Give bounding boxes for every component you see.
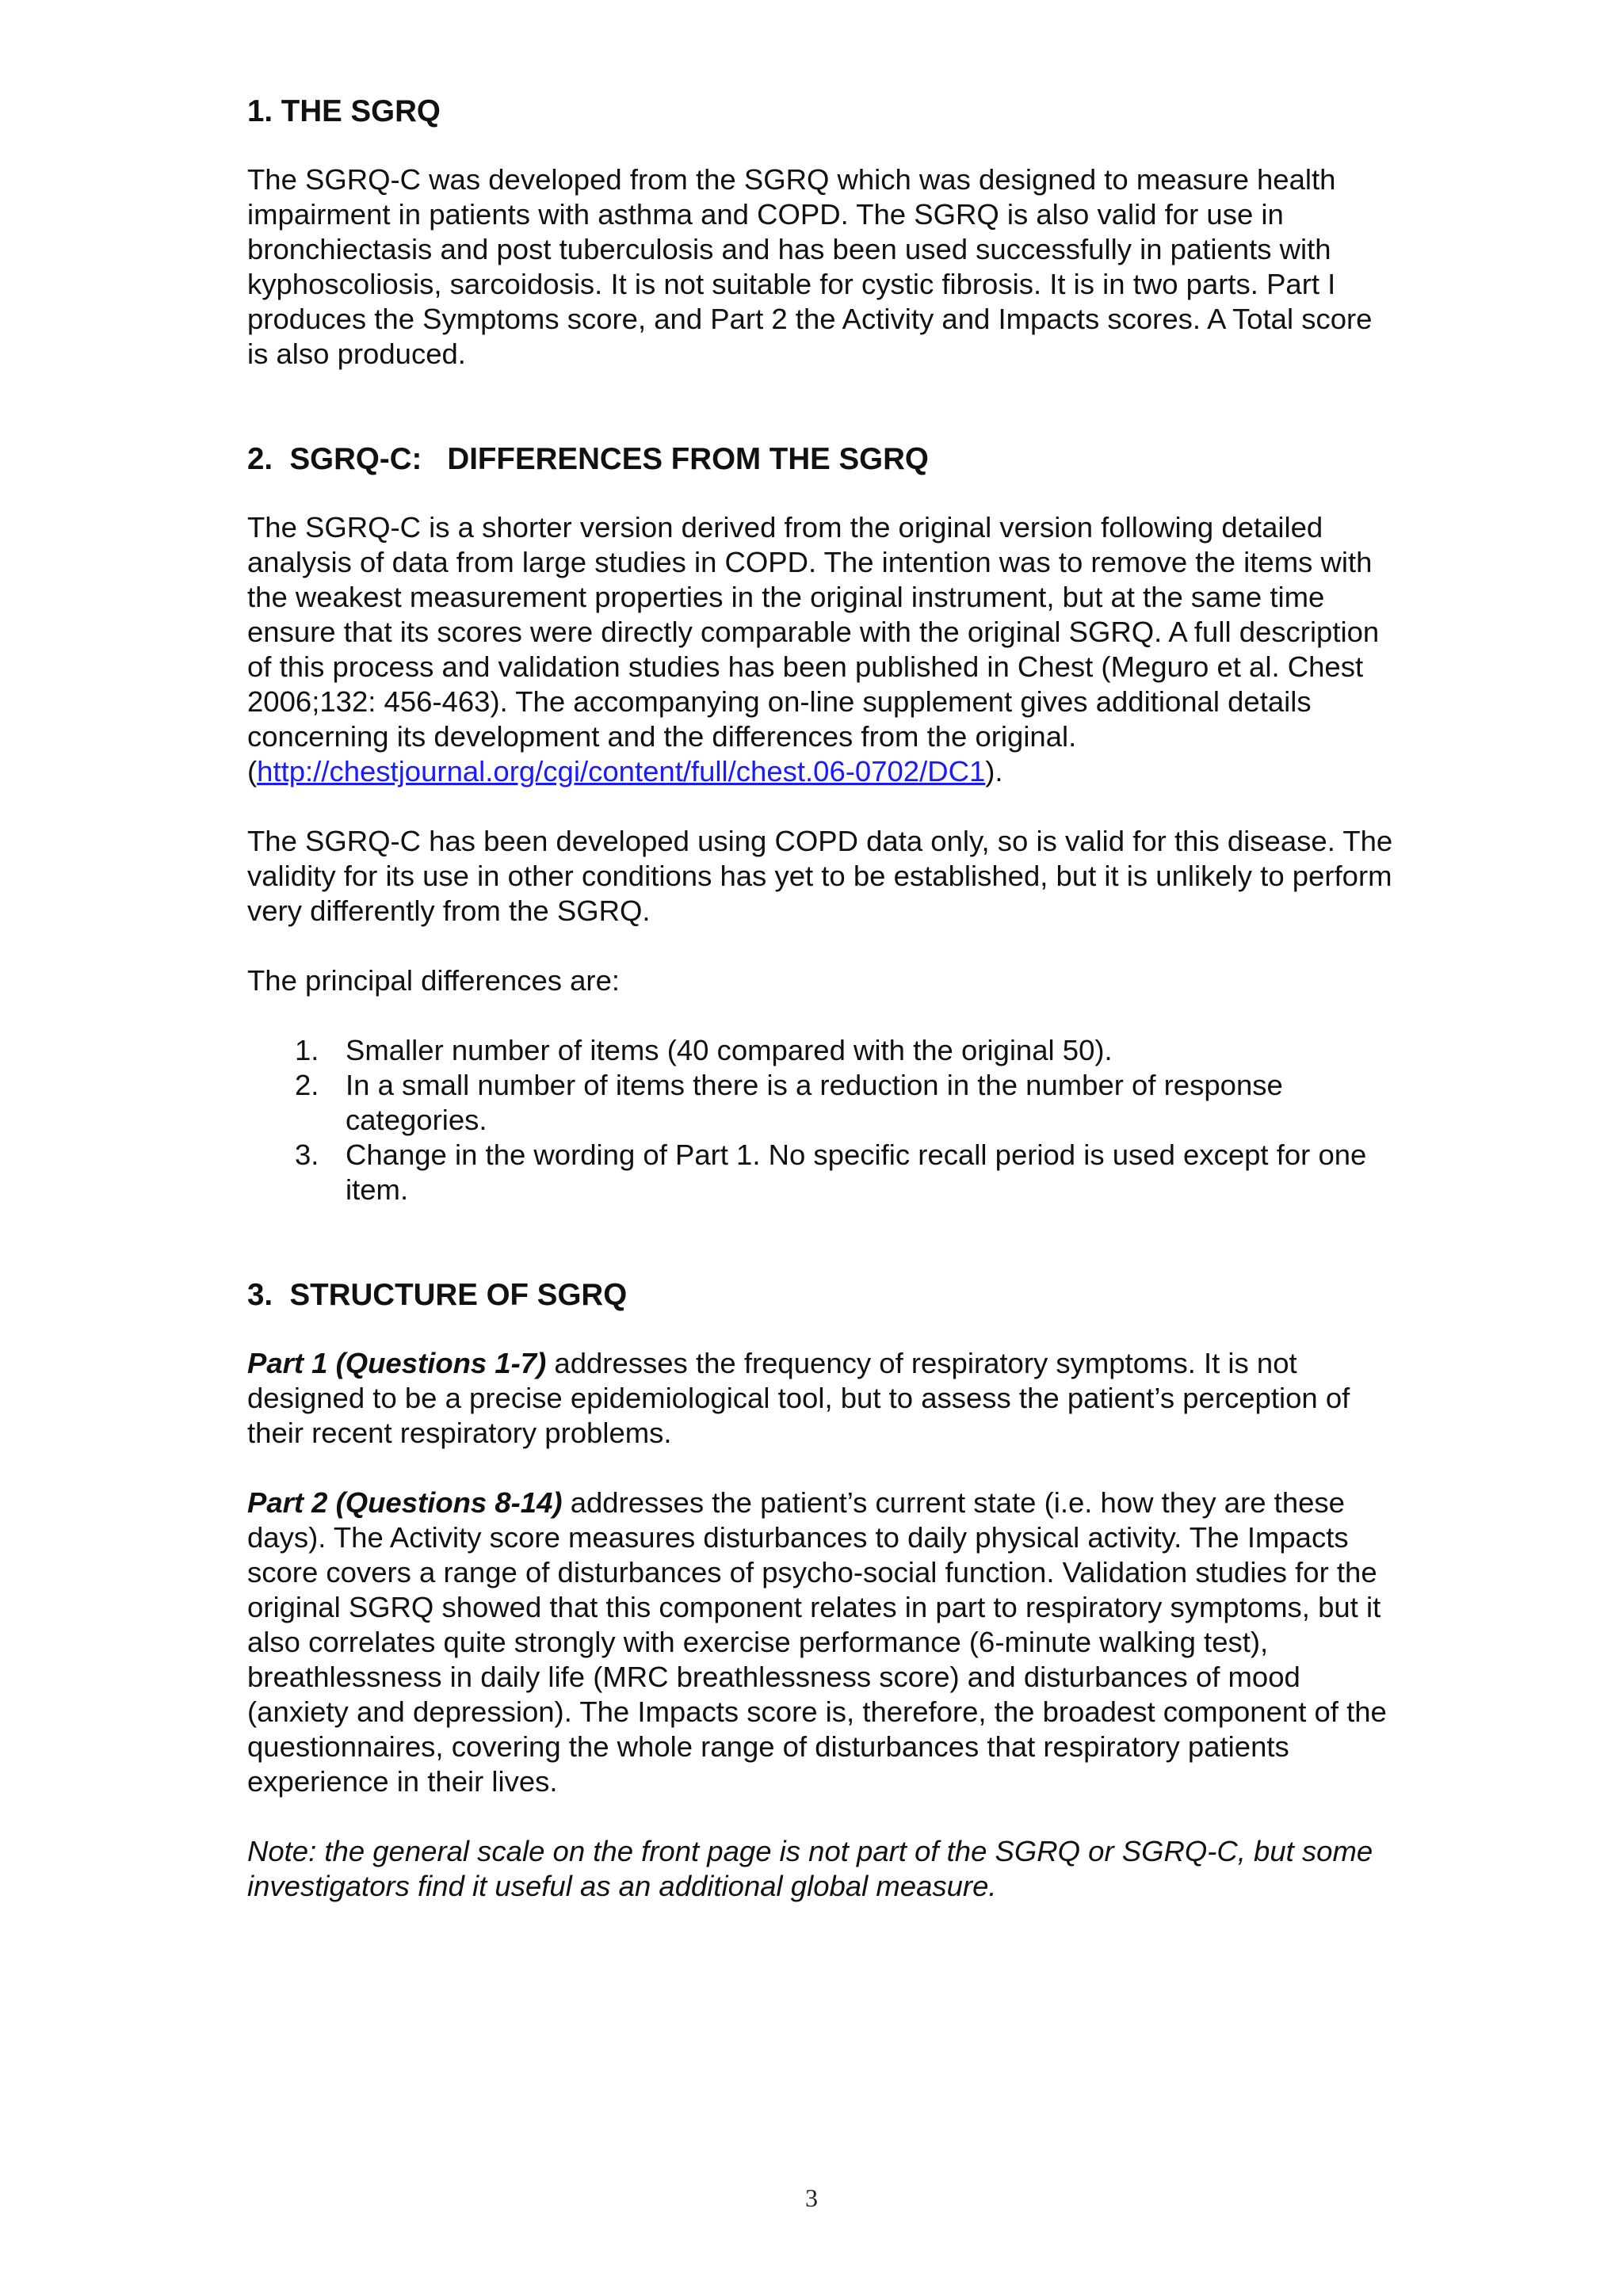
part-2-text: addresses the patient’s current state (i.e. how they are these days). The Activity score measures disturbances to daily physical activity. The Impacts score covers a range of disturbances of psycho-social function. Validation studies for the original SGRQ showed that this component relates in part to respiratory symptoms, but it also correlates quite strongly with exercise performance (6-minute walking test), breathlessness in daily life (MRC breathlessness score) and disturbances of mood (anxiety and depression). The Impacts score is, therefore, the broadest component of the questionnaires, covering the whole range of disturbances that respiratory patients experience in their lives. <box>247 1486 1387 1798</box>
section-1-heading: 1. THE SGRQ <box>247 94 441 128</box>
part-1-lead: Part 1 (Questions 1-7) <box>247 1347 547 1379</box>
list-item-number: 1. <box>295 1034 319 1066</box>
section-2-paragraph-1-text: The SGRQ-C is a shorter version derived from the original version following detailed analysis of data from large studies in COPD. The intention was to remove the items with the weakest measurement properties in the original instrument, but at the same time ensure that its scores were directly comparable with the original SGRQ. A full description of this process and validation studies has been published in Chest (Meguro et al. Chest 2006;132: 456-463). The accompanying on-line supplement gives additional details concerning its development and the differences from the original. ( <box>247 511 1380 788</box>
chest-journal-link[interactable]: http://chestjournal.org/cgi/content/full/chest.06-0702/DC1 <box>257 755 986 788</box>
part-1-text: addresses the frequency of respiratory symptoms. It is not designed to be a precise epidemiological tool, but to assess the patient’s perception of their recent respiratory problems. <box>247 1347 1350 1449</box>
section-2-paragraph-1 <box>247 510 1396 789</box>
list-item-number: 2. <box>295 1069 319 1101</box>
differences-list <box>247 1033 1396 1207</box>
part-2-lead: Part 2 (Questions 8-14) <box>247 1486 563 1519</box>
list-item <box>247 1068 1396 1138</box>
part-1-paragraph <box>247 1346 1396 1451</box>
section-2-heading: 2. SGRQ-C: DIFFERENCES FROM THE SGRQ <box>247 442 929 476</box>
page-number: 3 <box>805 2183 818 2212</box>
section-2-paragraph-2: The SGRQ-C has been developed using COPD data only, so is valid for this disease. The validity for its use in other conditions has yet to be established, but it is unlikely to perform very differently from the SGRQ. <box>247 825 1393 927</box>
section-3-heading: 3. STRUCTURE OF SGRQ <box>247 1278 628 1312</box>
list-item <box>247 1138 1396 1207</box>
section-1-paragraph: The SGRQ-C was developed from the SGRQ which was designed to measure health impairment in patients with asthma and COPD. The SGRQ is also valid for use in bronchiectasis and post tuberculosis and has been used successfully in patients with kyphoscoliosis, sarcoidosis. It is not suitable for cystic fibrosis. It is in two parts. Part I produces the Symptoms score, and Part 2 the Activity and Impacts scores. A Total score is also produced. <box>247 163 1373 370</box>
list-item <box>247 1033 1396 1068</box>
list-item-text: Smaller number of items (40 compared with the original 50). <box>346 1034 1113 1066</box>
list-item-text: In a small number of items there is a reduction in the number of response categories. <box>346 1069 1283 1136</box>
differences-list-intro: The principal differences are: <box>247 964 621 997</box>
document-body <box>247 93 1396 1904</box>
list-item-number: 3. <box>295 1138 319 1171</box>
section-2-paragraph-1-end: ). <box>985 755 1003 788</box>
general-scale-note: Note: the general scale on the front page is not part of the SGRQ or SGRQ-C, but some investigators find it useful as an additional global measure. <box>247 1835 1373 1902</box>
list-item-text: Change in the wording of Part 1. No specific recall period is used except for one item. <box>346 1138 1367 1206</box>
part-2-paragraph <box>247 1486 1396 1799</box>
